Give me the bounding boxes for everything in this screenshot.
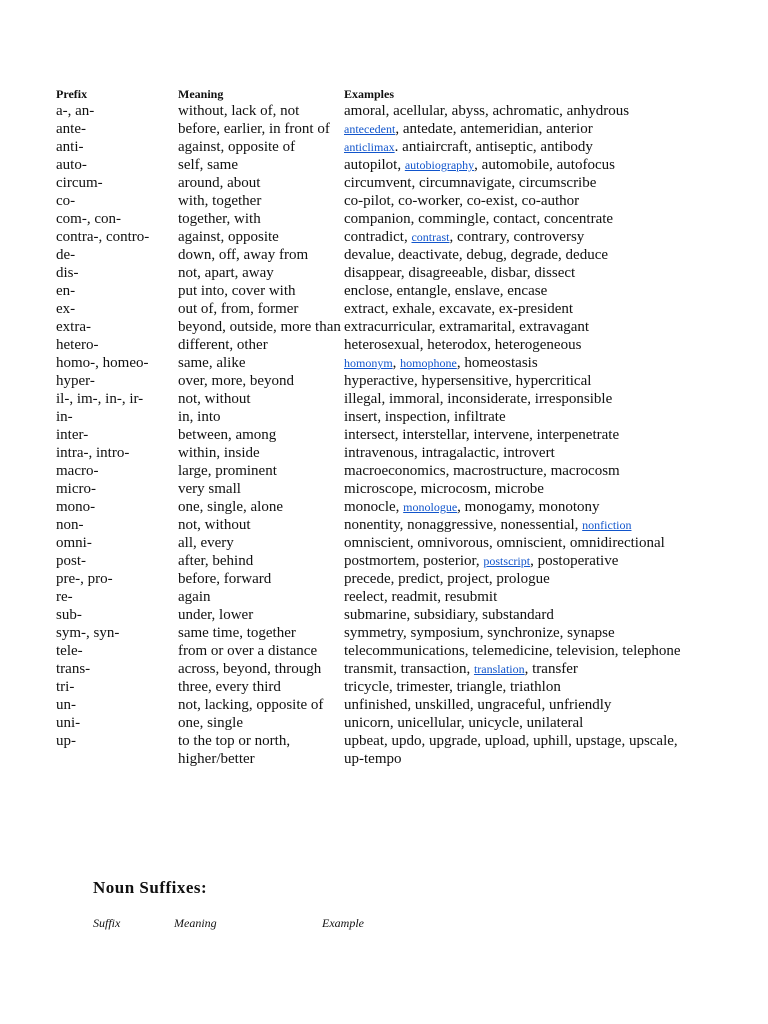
examples-cell: [344, 516, 684, 534]
example-text: symmetry, symposium, synchronize, synapse: [344, 625, 615, 641]
examples-cell: [344, 606, 684, 624]
example-text: . antiaircraft, antiseptic, antibody: [394, 139, 593, 155]
prefix-cell: tri-: [56, 679, 75, 695]
example-text: microscope, microcosm, microbe: [344, 481, 544, 497]
meaning-cell: between, among: [178, 427, 277, 443]
example-text: circumvent, circumnavigate, circumscribe: [344, 175, 597, 191]
table-row: [56, 642, 684, 660]
examples-cell: [344, 138, 684, 156]
meaning-cell: before, forward: [178, 571, 272, 587]
table-row: [56, 516, 684, 534]
meaning-cell: together, with: [178, 211, 261, 227]
examples-cell: [344, 678, 684, 696]
example-text: contradict,: [344, 229, 412, 245]
prefix-cell: post-: [56, 553, 86, 569]
prefix-cell: pre-, pro-: [56, 571, 113, 587]
header-examples: Examples: [344, 87, 395, 101]
meaning-cell: in, into: [178, 409, 221, 425]
example-text: intersect, interstellar, intervene, interpenetrate: [344, 427, 620, 443]
prefix-cell: ex-: [56, 301, 76, 317]
table-row: [56, 660, 684, 678]
table-row: [56, 534, 684, 552]
meaning-cell: after, behind: [178, 553, 254, 569]
example-text: monocle,: [344, 499, 404, 515]
meaning-cell: within, inside: [178, 445, 260, 461]
examples-cell: [344, 570, 684, 588]
table-row: [56, 318, 684, 336]
header-meaning: Meaning: [178, 87, 224, 101]
prefix-cell: tele-: [56, 643, 83, 659]
meaning-cell: same time, together: [178, 625, 296, 641]
table-row: [56, 120, 684, 138]
examples-cell: [344, 210, 684, 228]
examples-cell: [344, 552, 684, 570]
prefix-cell: up-: [56, 733, 76, 749]
meaning-cell: against, opposite of: [178, 139, 296, 155]
meaning-cell: large, prominent: [178, 463, 277, 479]
prefix-cell: inter-: [56, 427, 89, 443]
meaning-cell: different, other: [178, 337, 268, 353]
table-row: [56, 390, 684, 408]
example-text: extracurricular, extramarital, extravagant: [344, 319, 590, 335]
suffix-header-example: Example: [322, 916, 364, 930]
table-row: [56, 156, 684, 174]
meaning-cell: one, single: [178, 715, 243, 731]
table-row: [56, 732, 684, 768]
prefix-cell: re-: [56, 589, 73, 605]
meaning-cell: not, without: [178, 517, 251, 533]
prefix-cell: auto-: [56, 157, 87, 173]
prefix-cell: sym-, syn-: [56, 625, 120, 641]
table-row: [56, 300, 684, 318]
meaning-cell: self, same: [178, 157, 238, 173]
examples-cell: [344, 732, 684, 768]
example-text: tricycle, trimester, triangle, triathlon: [344, 679, 561, 695]
examples-cell: [344, 192, 684, 210]
examples-cell: [344, 408, 684, 426]
table-row: [56, 480, 684, 498]
examples-cell: [344, 264, 684, 282]
examples-cell: [344, 444, 684, 462]
meaning-cell: very small: [178, 481, 241, 497]
prefix-cell: anti-: [56, 139, 84, 155]
prefix-cell: circum-: [56, 175, 103, 191]
prefix-cell: non-: [56, 517, 84, 533]
meaning-cell: beyond, outside, more than: [178, 319, 341, 335]
table-row: [56, 498, 684, 516]
prefix-cell: extra-: [56, 319, 91, 335]
table-row: [56, 228, 684, 246]
prefix-cell: hetero-: [56, 337, 99, 353]
table-row: [56, 174, 684, 192]
example-text: , homeostasis: [456, 355, 538, 371]
meaning-cell: one, single, alone: [178, 499, 283, 515]
example-text: , transfer: [524, 661, 578, 677]
meaning-cell: again: [178, 589, 211, 605]
examples-cell: [344, 624, 684, 642]
example-link[interactable]: antecedent: [344, 122, 396, 136]
meaning-cell: to the top or north, higher/better: [178, 733, 291, 767]
example-link[interactable]: translation: [473, 662, 525, 676]
table-row: [56, 336, 684, 354]
example-text: disappear, disagreeable, disbar, dissect: [344, 265, 576, 281]
prefix-table-header-row: [56, 86, 684, 102]
prefix-cell: co-: [56, 193, 76, 209]
example-text: insert, inspection, infiltrate: [344, 409, 506, 425]
prefix-cell: dis-: [56, 265, 79, 281]
meaning-cell: with, together: [178, 193, 262, 209]
examples-cell: [344, 372, 684, 390]
example-text: unfinished, unskilled, ungraceful, unfriendly: [344, 697, 612, 713]
example-text: omniscient, omnivorous, omniscient, omnidirectional: [344, 535, 665, 551]
example-text: hyperactive, hypersensitive, hypercritical: [344, 373, 592, 389]
example-text: co-pilot, co-worker, co-exist, co-author: [344, 193, 580, 209]
meaning-cell: across, beyond, through: [178, 661, 322, 677]
prefix-cell: un-: [56, 697, 76, 713]
table-row: [56, 372, 684, 390]
example-text: transmit, transaction,: [344, 661, 474, 677]
prefix-cell: sub-: [56, 607, 82, 623]
examples-cell: [344, 498, 684, 516]
examples-cell: [344, 228, 684, 246]
header-prefix: Prefix: [56, 87, 88, 101]
table-row: [56, 444, 684, 462]
examples-cell: [344, 282, 684, 300]
suffix-header-suffix: Suffix: [93, 916, 121, 930]
prefix-cell: macro-: [56, 463, 99, 479]
table-row: [56, 714, 684, 732]
examples-cell: [344, 426, 684, 444]
table-row: [56, 588, 684, 606]
example-text: illegal, immoral, inconsiderate, irresponsible: [344, 391, 613, 407]
prefix-cell: en-: [56, 283, 76, 299]
meaning-cell: not, without: [178, 391, 251, 407]
prefix-cell: hyper-: [56, 373, 95, 389]
table-row: [56, 624, 684, 642]
table-row: [56, 354, 684, 372]
meaning-cell: not, apart, away: [178, 265, 274, 281]
prefix-cell: omni-: [56, 535, 92, 551]
prefix-cell: ante-: [56, 121, 86, 137]
example-text: precede, predict, project, prologue: [344, 571, 550, 587]
examples-cell: [344, 588, 684, 606]
example-text: , postoperative: [530, 553, 619, 569]
examples-cell: [344, 480, 684, 498]
example-text: macroeconomics, macrostructure, macrocosm: [344, 463, 620, 479]
prefix-cell: il-, im-, in-, ir-: [56, 391, 144, 407]
table-row: [56, 426, 684, 444]
example-link[interactable]: monologue: [403, 500, 458, 514]
examples-cell: [344, 714, 684, 732]
examples-cell: [344, 156, 684, 174]
example-text: companion, commingle, contact, concentrate: [344, 211, 614, 227]
prefix-cell: homo-, homeo-: [56, 355, 149, 371]
example-text: , antedate, antemeridian, anterior: [395, 121, 593, 137]
meaning-cell: out of, from, former: [178, 301, 299, 317]
meaning-cell: before, earlier, in front of: [178, 121, 330, 137]
table-row: [56, 606, 684, 624]
example-text: enclose, entangle, enslave, encase: [344, 283, 548, 299]
examples-cell: [344, 318, 684, 336]
example-text: postmortem, posterior,: [344, 553, 484, 569]
example-text: , monogamy, monotony: [457, 499, 600, 515]
example-text: telecommunications, telemedicine, television, telephone: [344, 643, 681, 659]
example-text: , contrary, controversy: [449, 229, 585, 245]
example-text: submarine, subsidiary, substandard: [344, 607, 554, 623]
meaning-cell: not, lacking, opposite of: [178, 697, 324, 713]
meaning-cell: from or over a distance: [178, 643, 318, 659]
examples-cell: [344, 390, 684, 408]
prefix-cell: de-: [56, 247, 76, 263]
prefix-cell: com-, con-: [56, 211, 121, 227]
example-link[interactable]: nonfiction: [582, 518, 632, 532]
table-row: [56, 210, 684, 228]
table-row: [56, 408, 684, 426]
prefix-cell: trans-: [56, 661, 91, 677]
example-text: amoral, acellular, abyss, achromatic, anhydrous: [344, 103, 630, 119]
example-link[interactable]: homonym: [344, 356, 393, 370]
examples-cell: [344, 336, 684, 354]
table-row: [56, 282, 684, 300]
table-row: [56, 678, 684, 696]
examples-cell: [344, 120, 684, 138]
example-text: ,: [392, 355, 401, 371]
example-text: nonentity, nonaggressive, nonessential,: [344, 517, 583, 533]
example-text: devalue, deactivate, debug, degrade, deduce: [344, 247, 609, 263]
prefix-cell: contra-, contro-: [56, 229, 150, 245]
prefix-cell: intra-, intro-: [56, 445, 130, 461]
prefix-table-body: [56, 102, 684, 768]
meaning-cell: under, lower: [178, 607, 254, 623]
example-text: heterosexual, heterodox, heterogeneous: [344, 337, 582, 353]
example-link[interactable]: postscript: [483, 554, 531, 568]
meaning-cell: against, opposite: [178, 229, 279, 245]
example-link[interactable]: anticlimax: [344, 140, 395, 154]
table-row: [56, 138, 684, 156]
example-text: reelect, readmit, resubmit: [344, 589, 498, 605]
prefix-cell: mono-: [56, 499, 96, 515]
example-text: intravenous, intragalactic, introvert: [344, 445, 555, 461]
meaning-cell: without, lack of, not: [178, 103, 300, 119]
examples-cell: [344, 534, 684, 552]
meaning-cell: all, every: [178, 535, 234, 551]
example-text: unicorn, unicellular, unicycle, unilateral: [344, 715, 584, 731]
example-text: , automobile, autofocus: [474, 157, 615, 173]
meaning-cell: put into, cover with: [178, 283, 296, 299]
examples-cell: [344, 696, 684, 714]
prefix-cell: micro-: [56, 481, 96, 497]
table-row: [56, 462, 684, 480]
prefix-table: [56, 86, 684, 768]
examples-cell: [344, 174, 684, 192]
example-text: upbeat, updo, upgrade, upload, uphill, upstage, upscale, up-tempo: [344, 733, 678, 767]
table-row: [56, 264, 684, 282]
examples-cell: [344, 300, 684, 318]
meaning-cell: over, more, beyond: [178, 373, 295, 389]
prefix-cell: uni-: [56, 715, 81, 731]
meaning-cell: around, about: [178, 175, 261, 191]
suffix-header-meaning: Meaning: [174, 916, 217, 930]
table-row: [56, 696, 684, 714]
examples-cell: [344, 246, 684, 264]
examples-cell: [344, 462, 684, 480]
examples-cell: [344, 660, 684, 678]
noun-suffixes-heading: Noun Suffixes:: [93, 878, 208, 897]
example-link[interactable]: contrast: [411, 230, 450, 244]
examples-cell: [344, 102, 684, 120]
meaning-cell: same, alike: [178, 355, 246, 371]
meaning-cell: down, off, away from: [178, 247, 309, 263]
meaning-cell: three, every third: [178, 679, 281, 695]
example-link[interactable]: autobiography: [404, 158, 475, 172]
table-row: [56, 552, 684, 570]
example-text: extract, exhale, excavate, ex-president: [344, 301, 574, 317]
examples-cell: [344, 642, 684, 660]
table-row: [56, 570, 684, 588]
prefix-cell: a-, an-: [56, 103, 95, 119]
table-row: [56, 102, 684, 120]
example-text: autopilot,: [344, 157, 405, 173]
table-row: [56, 192, 684, 210]
prefix-cell: in-: [56, 409, 73, 425]
table-row: [56, 246, 684, 264]
example-link[interactable]: homophone: [400, 356, 457, 370]
examples-cell: [344, 354, 684, 372]
